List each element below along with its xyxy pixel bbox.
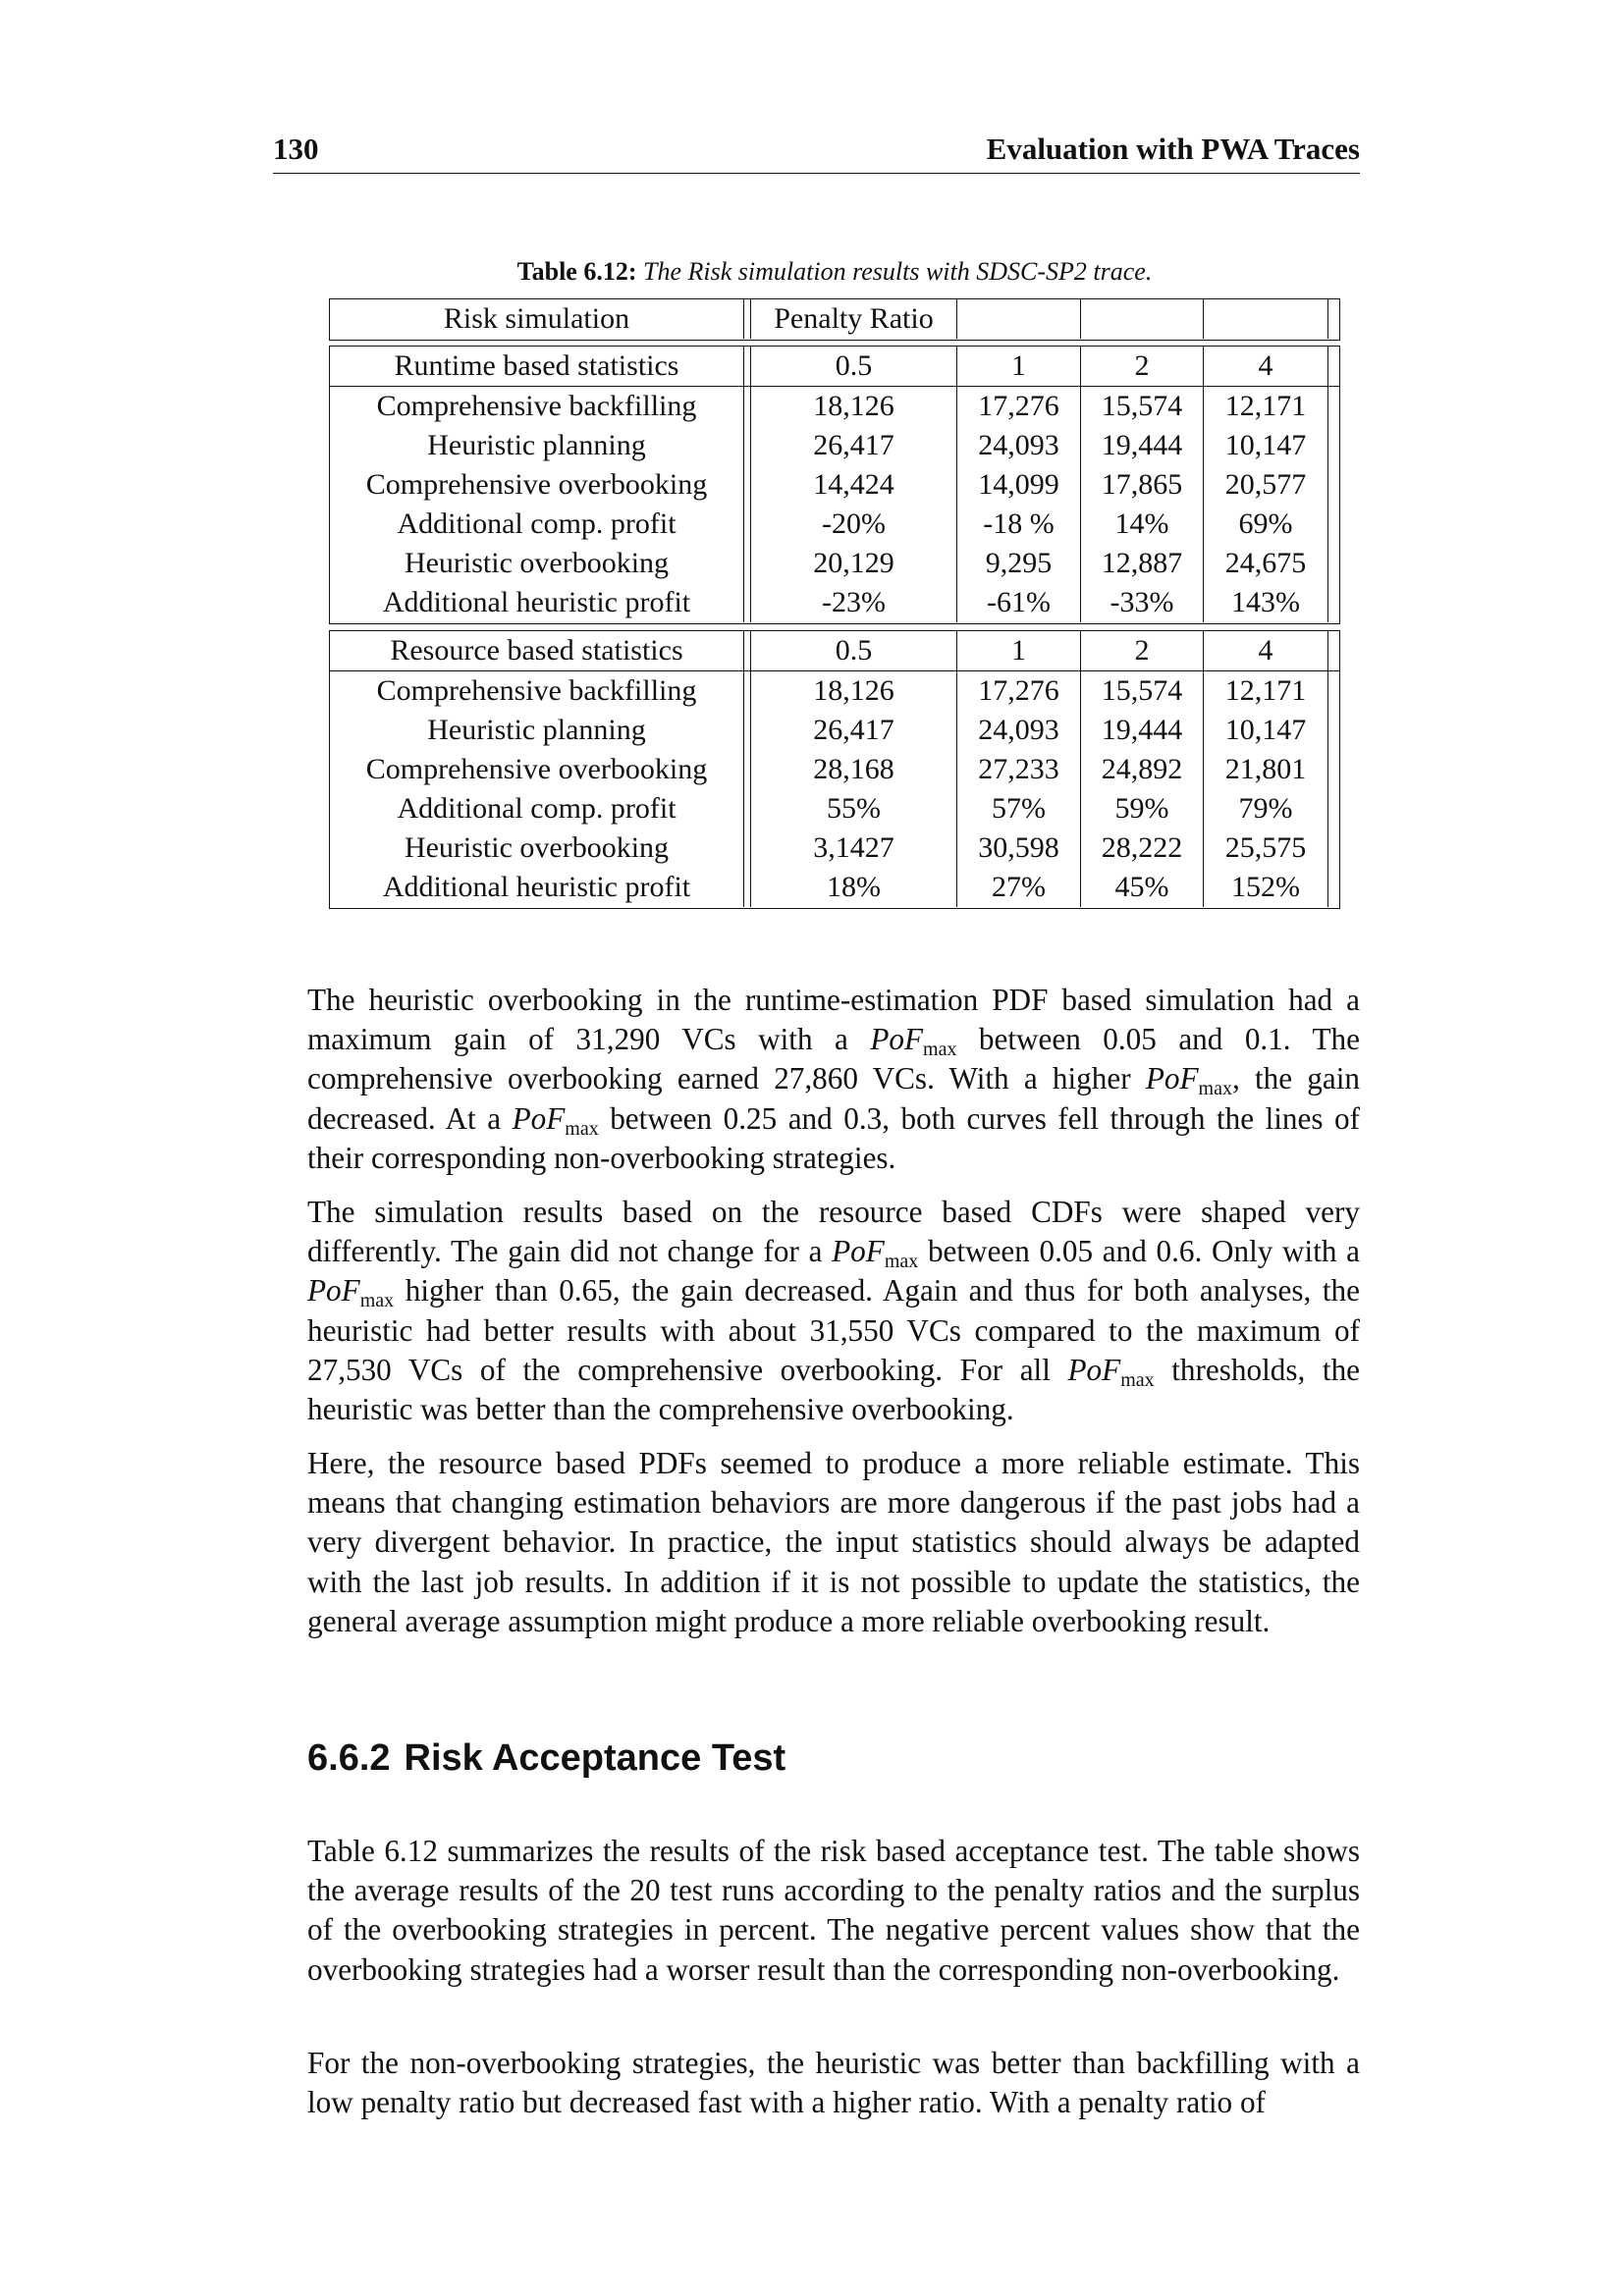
section-header-row <box>330 347 1339 387</box>
text-run: between 0.05 and 0.6. Only with a <box>918 1234 1360 1269</box>
paragraph-table-summary: Table 6.12 summarizes the results of the risk based acceptance test. The table shows the average results of the 20 test runs according to the penalty ratios and the surplus of the overbooking strategies in percent. The negative percent values show that the overbooking strategies had a worser result than the corresponding non-overbooking. <box>307 1834 1360 1987</box>
table-cell: 18,126 <box>750 671 957 711</box>
max-subscript: max <box>1198 1078 1232 1100</box>
table-cell: 59% <box>1081 789 1204 828</box>
paragraph-non-overbooking: For the non-overbooking strategies, the heuristic was better than backfilling with a low penalty ratio but decreased fast with a higher ratio. With a penalty ratio of <box>307 2046 1360 2120</box>
table-cell: 24,675 <box>1204 544 1328 583</box>
row-label: Additional comp. profit <box>330 505 744 544</box>
table-cell: 14,424 <box>750 465 957 505</box>
ratio-cell: 0.5 <box>750 347 957 386</box>
ratio-cell: 1 <box>957 631 1081 670</box>
paragraph-resource-results <box>307 1193 1360 1429</box>
section-header-row <box>330 631 1339 671</box>
pof-symbol: PoF <box>307 1273 360 1308</box>
table-row <box>330 465 1339 505</box>
table-cell: 14,099 <box>957 465 1081 505</box>
table-cell: 28,168 <box>750 750 957 789</box>
section-title: Risk Acceptance Test <box>404 1737 786 1779</box>
table-cell: 55% <box>750 789 957 828</box>
table-cell: 19,444 <box>1081 711 1204 750</box>
row-label: Additional comp. profit <box>330 789 744 828</box>
text-run: between 0.25 and 0.3, both curves fell through the lines of their corresponding non-overbooking strategies. <box>307 1100 1360 1175</box>
table-cell: 26,417 <box>750 711 957 750</box>
table-row <box>330 544 1339 583</box>
text-run: between 0.05 and 0.1. The comprehensive overbooking earned 27,860 VCs. With a higher <box>307 1022 1360 1096</box>
table-cell: 17,276 <box>957 671 1081 711</box>
table-cell: 12,887 <box>1081 544 1204 583</box>
table-row <box>330 426 1339 465</box>
row-label: Comprehensive backfilling <box>330 671 744 711</box>
table-cell: 15,574 <box>1081 671 1204 711</box>
header-rule <box>273 173 1360 174</box>
header-cell-penalty-ratio: Penalty Ratio <box>750 299 957 339</box>
text-run: thresholds, the heuristic was better than the comprehensive overbooking. <box>307 1352 1361 1427</box>
table-row <box>330 387 1339 426</box>
table-cell: 25,575 <box>1204 828 1328 868</box>
table-cell: 12,171 <box>1204 387 1328 426</box>
row-label: Comprehensive overbooking <box>330 750 744 789</box>
max-subscript: max <box>1120 1368 1155 1391</box>
table-cell: 45% <box>1081 868 1204 907</box>
table-cell: 18,126 <box>750 387 957 426</box>
table-cell: 20,129 <box>750 544 957 583</box>
max-subscript: max <box>565 1117 599 1140</box>
table-section-resource <box>329 630 1340 909</box>
paragraph-runtime-results <box>307 981 1360 1178</box>
ratio-cell: 4 <box>1204 347 1328 386</box>
running-header <box>273 132 1360 171</box>
text-run: , the gain decreased. At a <box>307 1061 1361 1136</box>
max-subscript: max <box>923 1039 957 1061</box>
row-label: Heuristic overbooking <box>330 544 744 583</box>
table-cell: 12,171 <box>1204 671 1328 711</box>
row-label: Comprehensive backfilling <box>330 387 744 426</box>
table-cell: 27% <box>957 868 1081 907</box>
row-label: Heuristic overbooking <box>330 828 744 868</box>
table-cell: -18 % <box>957 505 1081 544</box>
row-label: Additional heuristic profit <box>330 868 744 907</box>
pof-symbol: PoF <box>870 1022 924 1057</box>
table-row <box>330 583 1339 622</box>
page-number: 130 <box>273 132 319 166</box>
table-cell: 24,892 <box>1081 750 1204 789</box>
table-row <box>330 671 1339 711</box>
table-cell: 10,147 <box>1204 711 1328 750</box>
table-cell: 27,233 <box>957 750 1081 789</box>
table-cell: 17,276 <box>957 387 1081 426</box>
table-cell: 28,222 <box>1081 828 1204 868</box>
table-cell: 19,444 <box>1081 426 1204 465</box>
table-cell: 24,093 <box>957 426 1081 465</box>
max-subscript: max <box>359 1290 395 1312</box>
ratio-cell: 0.5 <box>750 631 957 670</box>
table-row <box>330 828 1339 868</box>
table-cell: 18% <box>750 868 957 907</box>
text-run: The heuristic overbooking in the runtime-estimation PDF based simulation had a maximum gain of 31,290 VCs with a <box>307 983 1360 1057</box>
row-label: Additional heuristic profit <box>330 583 744 622</box>
table-section-runtime <box>329 346 1340 624</box>
table-cell: 57% <box>957 789 1081 828</box>
table-row <box>330 868 1339 907</box>
paragraph-conclusion: Here, the resource based PDFs seemed to produce a more reliable estimate. This means that changing estimation behaviors are more dangerous if the past jobs had a very divergent behavior. In practice, the input statistics should always be adapted with the last job results. In addition if it is not possible to update the statistics, the general average assumption might produce a more reliable overbooking result. <box>307 1446 1360 1638</box>
table-cell: -20% <box>750 505 957 544</box>
row-label: Comprehensive overbooking <box>330 465 744 505</box>
caption-text: The Risk simulation results with SDSC-SP2 trace. <box>643 257 1153 286</box>
caption-label: Table 6.12: <box>516 257 637 286</box>
max-subscript: max <box>884 1251 919 1273</box>
table-caption <box>329 257 1340 287</box>
header-cell-risk-simulation: Risk simulation <box>330 299 744 339</box>
table-cell: 30,598 <box>957 828 1081 868</box>
section-title: Resource based statistics <box>330 631 744 670</box>
table-row <box>330 711 1339 750</box>
pof-symbol: PoF <box>512 1100 566 1136</box>
ratio-cell: 2 <box>1081 631 1204 670</box>
pof-symbol: PoF <box>832 1234 885 1269</box>
ratio-cell: 2 <box>1081 347 1204 386</box>
table-cell: -23% <box>750 583 957 622</box>
pof-symbol: PoF <box>1067 1352 1121 1387</box>
text-run: The simulation results based on the resource based CDFs were shaped very differently. The gain did not change for a <box>307 1195 1360 1269</box>
table-row <box>330 789 1339 828</box>
table-cell: 14% <box>1081 505 1204 544</box>
table-cell: 143% <box>1204 583 1328 622</box>
ratio-cell: 4 <box>1204 631 1328 670</box>
table-cell: 69% <box>1204 505 1328 544</box>
table-cell: 26,417 <box>750 426 957 465</box>
table-header-block <box>329 298 1340 341</box>
table-cell: 24,093 <box>957 711 1081 750</box>
table-cell: -61% <box>957 583 1081 622</box>
table-cell: 10,147 <box>1204 426 1328 465</box>
row-label: Heuristic planning <box>330 426 744 465</box>
table-row <box>330 750 1339 789</box>
table-cell: 20,577 <box>1204 465 1328 505</box>
section-number: 6.6.2 <box>307 1737 391 1779</box>
table-cell: 15,574 <box>1081 387 1204 426</box>
table-cell: 21,801 <box>1204 750 1328 789</box>
table-cell: 17,865 <box>1081 465 1204 505</box>
text-run: higher than 0.65, the gain decreased. Again and thus for both analyses, the heuristic had better results with about 31,550 VCs compared to the maximum of 27,530 VCs of the comprehensive overbooking. For all <box>307 1273 1360 1387</box>
section-title: Runtime based statistics <box>330 347 744 386</box>
chapter-title: Evaluation with PWA Traces <box>986 132 1360 166</box>
table-cell: -33% <box>1081 583 1204 622</box>
row-label: Heuristic planning <box>330 711 744 750</box>
pof-symbol: PoF <box>1145 1061 1199 1096</box>
section-heading <box>307 1737 785 1780</box>
table-cell: 3,1427 <box>750 828 957 868</box>
header-cell-empty <box>1081 299 1204 339</box>
table-row <box>330 505 1339 544</box>
header-cell-empty <box>957 299 1081 339</box>
table-cell: 152% <box>1204 868 1328 907</box>
table-header-row <box>330 299 1339 339</box>
header-cell-empty <box>1204 299 1328 339</box>
ratio-cell: 1 <box>957 347 1081 386</box>
table-cell: 79% <box>1204 789 1328 828</box>
table-cell: 9,295 <box>957 544 1081 583</box>
